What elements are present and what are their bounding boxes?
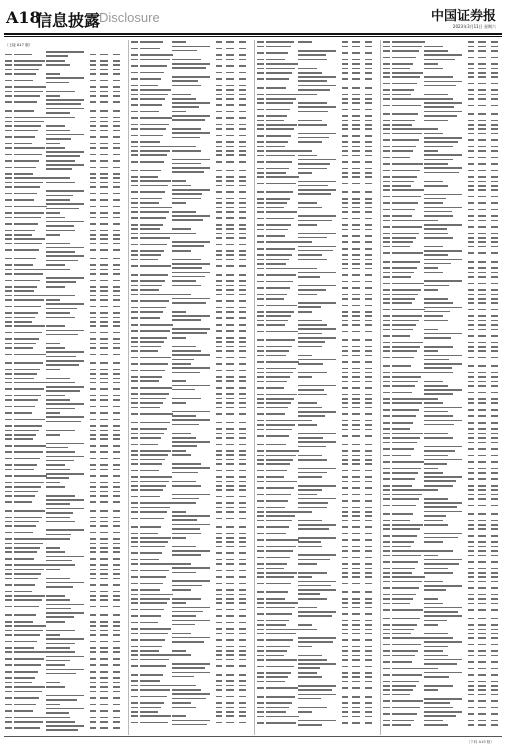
listing-row xyxy=(382,606,504,615)
listing-row xyxy=(382,279,504,288)
listing-row xyxy=(4,107,126,116)
listing-row xyxy=(256,497,378,506)
listing-row xyxy=(4,350,126,359)
listing-row xyxy=(130,366,252,375)
listing-row xyxy=(130,101,252,110)
listing-row xyxy=(256,579,378,588)
listing-row xyxy=(382,166,504,175)
listing-row xyxy=(256,179,378,188)
listing-row xyxy=(4,528,126,537)
listing-row xyxy=(4,637,126,646)
listing-row xyxy=(130,62,252,71)
listing-column xyxy=(382,40,504,735)
footer-rule xyxy=(4,736,502,737)
listing-row xyxy=(382,658,504,667)
listing-row xyxy=(130,327,252,336)
listing-row xyxy=(4,707,126,716)
listing-row xyxy=(256,105,378,114)
newspaper-logo: 中国证券报 xyxy=(430,9,496,24)
listing-row xyxy=(130,440,252,449)
listing-row xyxy=(4,385,126,394)
listing-row xyxy=(256,358,378,367)
listing-row xyxy=(256,232,378,241)
listing-row xyxy=(256,84,378,93)
column-divider xyxy=(380,40,381,735)
listing-row xyxy=(382,79,504,88)
listing-row xyxy=(382,558,504,567)
listing-row xyxy=(4,667,126,676)
listing-row xyxy=(130,166,252,175)
listing-row xyxy=(130,410,252,419)
column-divider xyxy=(254,40,255,735)
listing-row xyxy=(130,523,252,532)
listing-row xyxy=(130,466,252,475)
listing-row xyxy=(4,163,126,172)
listing-row xyxy=(4,454,126,463)
listing-row xyxy=(4,150,126,159)
listing-row xyxy=(4,654,126,663)
listing-row xyxy=(382,249,504,258)
listing-row xyxy=(130,383,252,392)
continuation-note: （下转 A19 版） xyxy=(466,740,494,744)
listing-row xyxy=(130,549,252,558)
continued-from-note: （上接 A17 版） xyxy=(5,43,33,47)
listing-row xyxy=(4,498,126,507)
listing-row xyxy=(4,359,126,368)
listing-row xyxy=(130,44,252,53)
listing-row xyxy=(382,405,504,414)
listing-row xyxy=(382,332,504,341)
listing-row xyxy=(256,466,378,475)
listing-row xyxy=(256,131,378,140)
listing-row xyxy=(4,220,126,229)
listing-row xyxy=(256,662,378,671)
listing-row xyxy=(4,602,126,611)
listing-column xyxy=(130,40,252,735)
listing-row xyxy=(382,192,504,201)
issue-date: 2023年3月11日 星期六 xyxy=(452,24,496,29)
listing-row xyxy=(382,671,504,680)
listing-row xyxy=(256,484,378,493)
listing-row xyxy=(382,458,504,467)
listing-row xyxy=(256,719,378,728)
listing-row xyxy=(130,718,252,727)
listing-row xyxy=(382,153,504,162)
section-title-en: Disclosure xyxy=(99,10,160,25)
listing-row xyxy=(382,445,504,454)
listing-row xyxy=(382,205,504,214)
listing-row xyxy=(130,131,252,140)
listing-row xyxy=(382,305,504,314)
disclosure-table xyxy=(4,40,502,735)
column-divider xyxy=(128,40,129,735)
listing-row xyxy=(256,271,378,280)
listing-row xyxy=(382,697,504,706)
listing-row xyxy=(130,566,252,575)
listing-row xyxy=(382,640,504,649)
listing-row xyxy=(256,432,378,441)
listing-row xyxy=(382,710,504,719)
listing-row xyxy=(382,475,504,484)
listing-row xyxy=(4,189,126,198)
listing-row xyxy=(256,244,378,253)
listing-row xyxy=(256,536,378,545)
listing-row xyxy=(4,76,126,85)
listing-row xyxy=(256,553,378,562)
listing-row xyxy=(4,441,126,450)
listing-row xyxy=(256,49,378,58)
listing-row xyxy=(130,670,252,679)
listing-row xyxy=(382,101,504,110)
listing-row xyxy=(256,188,378,197)
listing-row xyxy=(4,50,126,59)
listing-row xyxy=(130,297,252,306)
listing-row xyxy=(382,418,504,427)
listing-row xyxy=(4,472,126,481)
listing-row xyxy=(256,284,378,293)
listing-row xyxy=(4,694,126,703)
listing-row xyxy=(4,254,126,263)
listing-row xyxy=(256,158,378,167)
listing-row xyxy=(130,314,252,323)
listing-row xyxy=(382,110,504,119)
listing-row xyxy=(256,384,378,393)
listing-row xyxy=(130,514,252,523)
listing-row xyxy=(256,440,378,449)
listing-row xyxy=(4,724,126,733)
listing-row xyxy=(4,402,126,411)
listing-row xyxy=(130,270,252,279)
listing-row xyxy=(256,301,378,310)
listing-row xyxy=(130,262,252,271)
listing-row xyxy=(256,410,378,419)
section-title: 信息披露 xyxy=(36,11,101,30)
listing-row xyxy=(256,692,378,701)
listing-row xyxy=(382,510,504,519)
listing-row xyxy=(382,501,504,510)
listing-row xyxy=(4,581,126,590)
listing-row xyxy=(382,136,504,145)
listing-row xyxy=(4,202,126,211)
listing-row xyxy=(256,636,378,645)
listing-row xyxy=(4,611,126,620)
page-number: A18 xyxy=(6,8,41,27)
listing-row xyxy=(256,523,378,532)
listing-row xyxy=(382,723,504,727)
listing-row xyxy=(4,302,126,311)
listing-row xyxy=(130,418,252,427)
listing-row xyxy=(382,353,504,362)
page-header xyxy=(0,0,506,38)
listing-row xyxy=(382,362,504,371)
listing-row xyxy=(130,605,252,614)
listing-row xyxy=(382,614,504,623)
listing-row xyxy=(382,257,504,266)
listing-column xyxy=(256,40,378,735)
listing-row xyxy=(256,610,378,619)
listing-row xyxy=(382,531,504,540)
listing-row xyxy=(4,328,126,337)
listing-row xyxy=(382,53,504,62)
listing-row xyxy=(130,214,252,223)
listing-row xyxy=(130,353,252,362)
listing-row xyxy=(4,246,126,255)
listing-row xyxy=(130,636,252,645)
listing-row xyxy=(130,240,252,249)
listing-row xyxy=(130,188,252,197)
listing-row xyxy=(4,554,126,563)
listing-row xyxy=(4,415,126,424)
listing-row xyxy=(256,75,378,84)
listing-row xyxy=(130,579,252,588)
listing-row xyxy=(4,276,126,285)
listing-row xyxy=(130,692,252,701)
listing-row xyxy=(130,618,252,627)
listing-row xyxy=(256,588,378,597)
listing-row xyxy=(130,157,252,166)
header-rule xyxy=(4,33,502,35)
listing-row xyxy=(130,75,252,84)
listing-row xyxy=(4,98,126,107)
listing-row xyxy=(382,388,504,397)
listing-row xyxy=(130,114,252,123)
listing-row xyxy=(382,584,504,593)
listing-row xyxy=(4,133,126,142)
listing-column xyxy=(4,40,126,735)
listing-row xyxy=(130,662,252,671)
listing-row xyxy=(256,336,378,345)
listing-row xyxy=(256,684,378,693)
listing-row xyxy=(256,327,378,336)
listing-row xyxy=(256,214,378,223)
listing-row xyxy=(4,507,126,516)
listing-row xyxy=(130,492,252,501)
header-rule-thin xyxy=(4,36,502,37)
listing-row xyxy=(382,223,504,232)
